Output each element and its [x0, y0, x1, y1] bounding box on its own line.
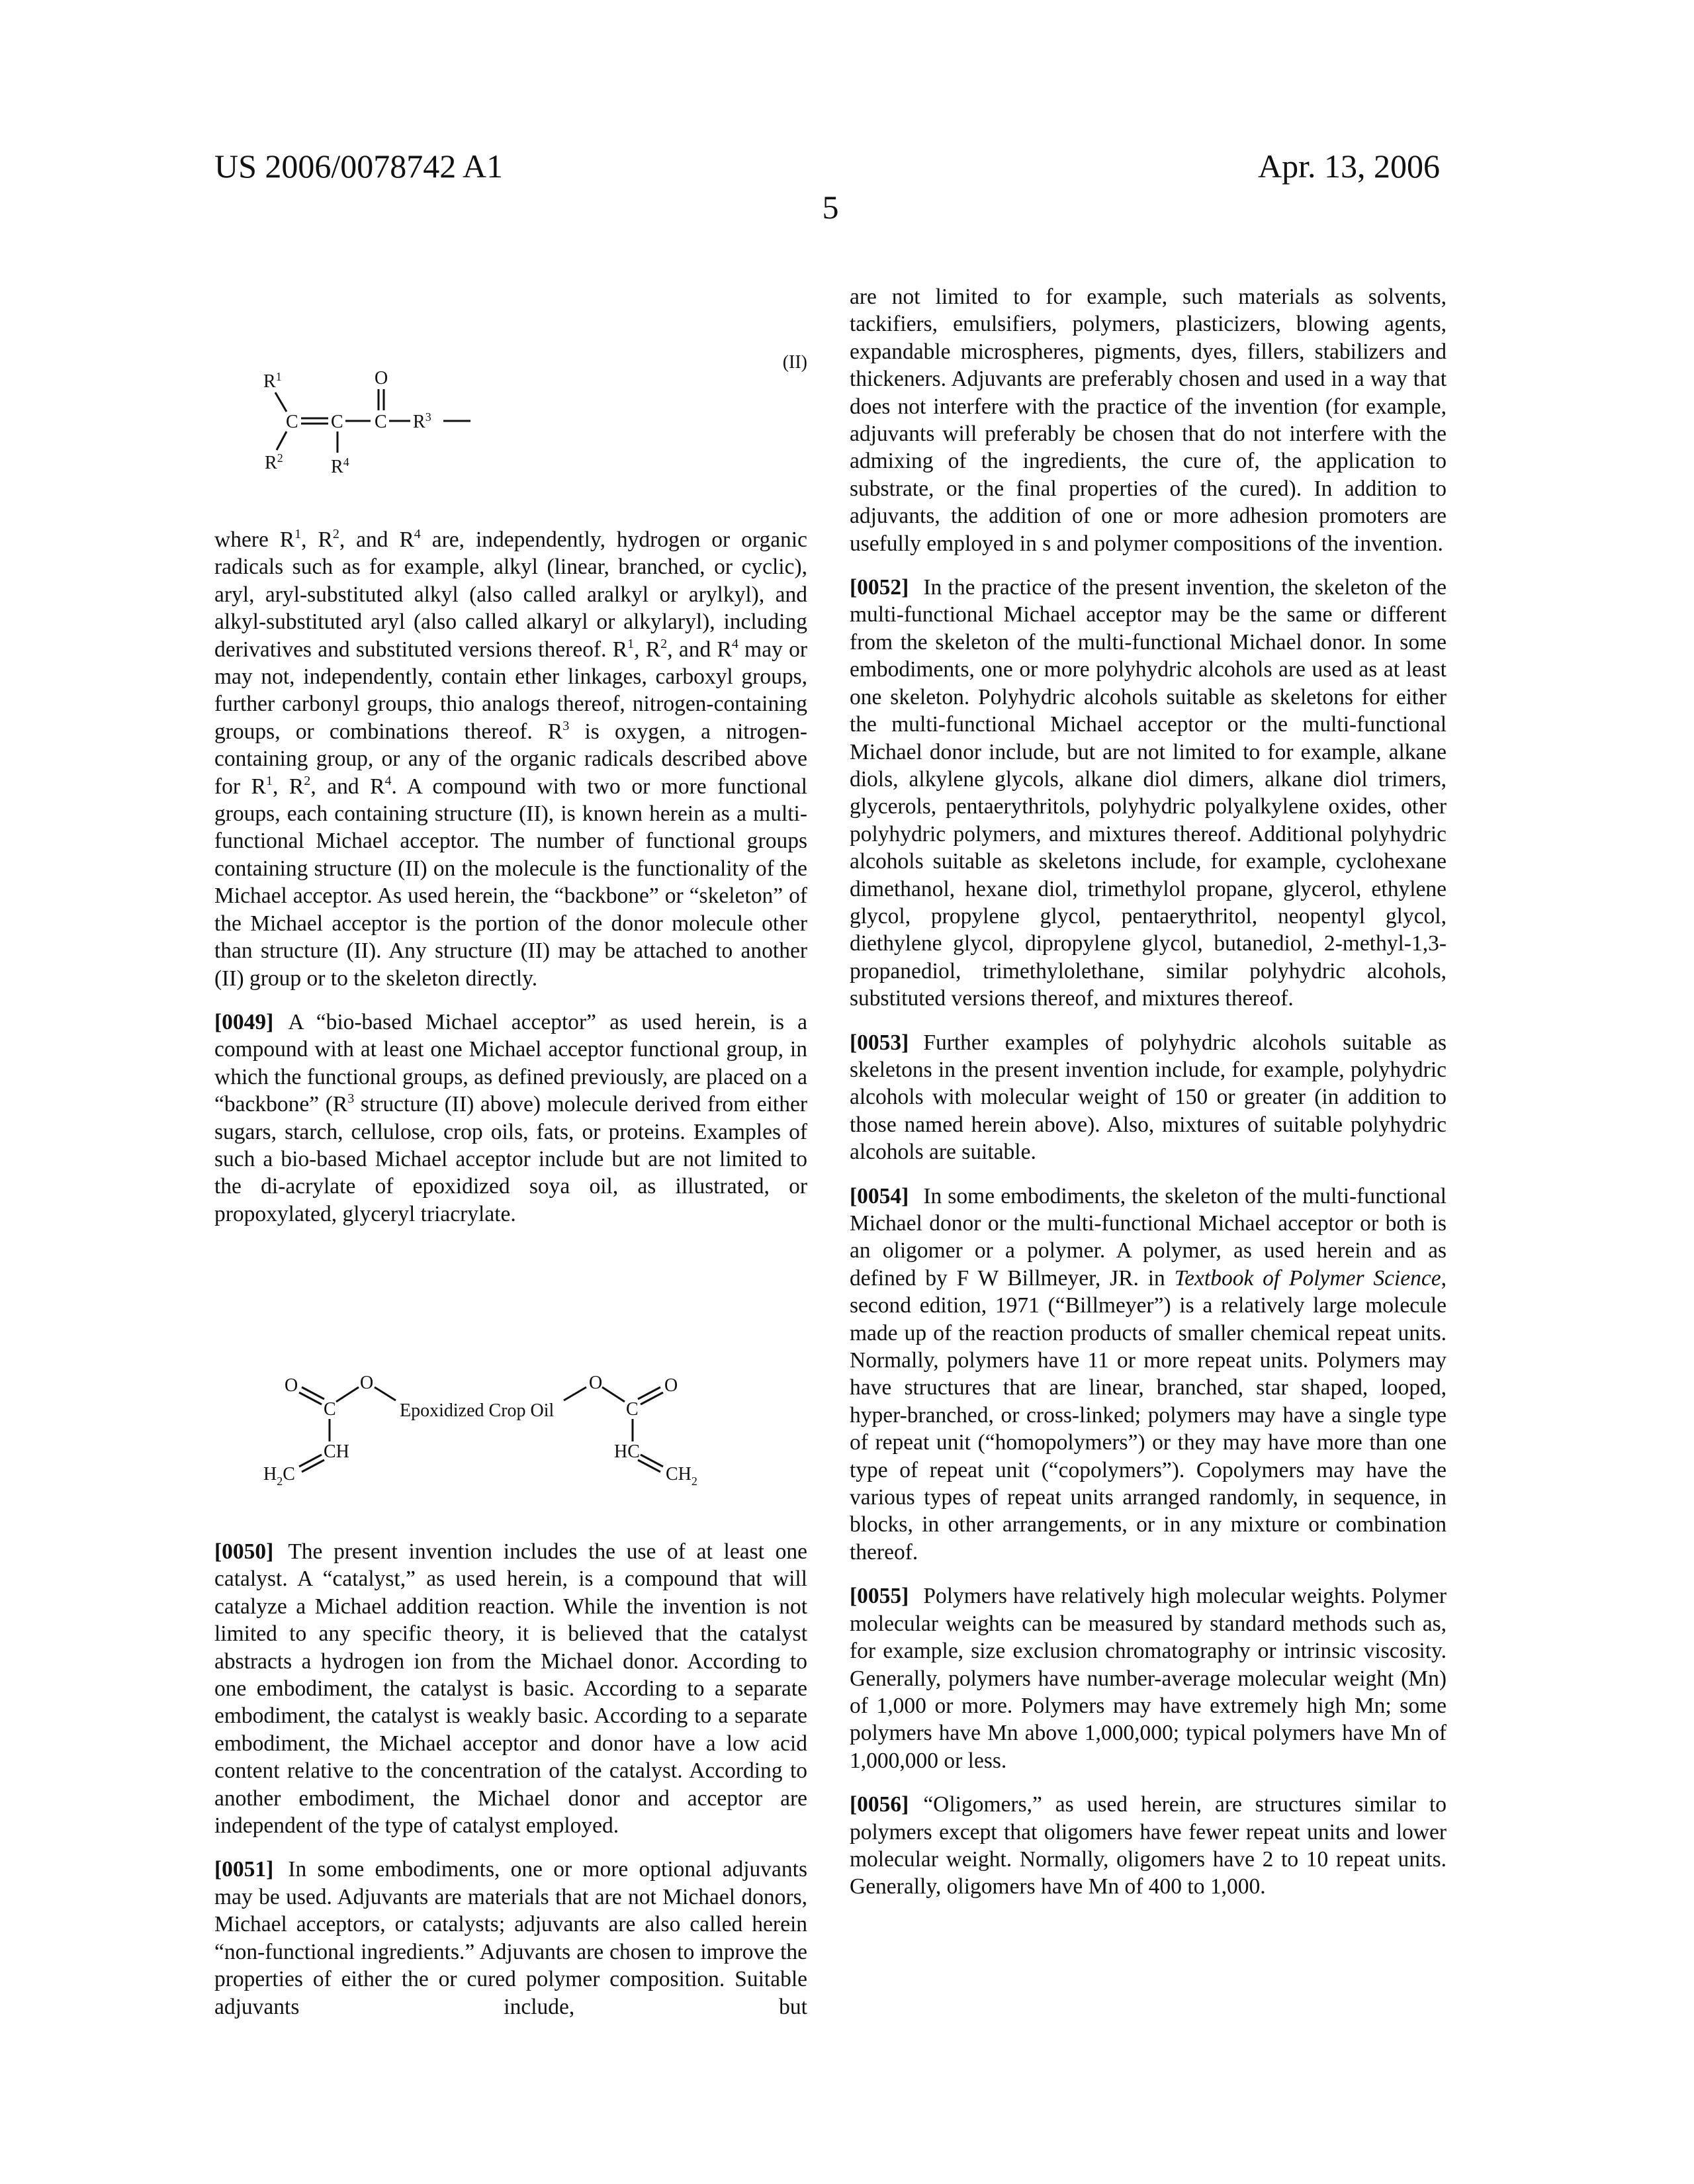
diacrylate-structure — [263, 1373, 697, 1488]
carbon-label: C — [324, 1399, 336, 1420]
hc-label: HC — [614, 1441, 640, 1462]
r3-label: R3 — [413, 410, 431, 432]
superscript: 1 — [294, 527, 301, 541]
text-run: Further examples of polyhydric alcohols suitable as skeletons in the present invention include, for example, polyhydric alcohols with molecular weight of 150 or greater (in addition to those named herein above). Also, mixtures of suitable polyhydric alcohols are suitable. — [850, 1030, 1447, 1165]
superscript: 1 — [266, 774, 273, 788]
paragraph-number: [0054] — [850, 1184, 909, 1208]
r1-label: R1 — [263, 370, 282, 392]
paragraph-number: [0051] — [214, 1857, 273, 1882]
page-number: 5 — [814, 188, 847, 226]
superscript: 4 — [732, 637, 738, 651]
text-run: where R — [214, 527, 294, 552]
carbon-label: C — [286, 412, 298, 432]
text-run: “Oligomers,” as used herein, are structures similar to polymers except that oligomers have fewer repeat units and lower molecular weight. Normally, oligomers have 2 to 10 repeat units. Generally, oligomers have Mn of 400 to 1,000. — [850, 1792, 1447, 1899]
carbon-label: C — [331, 412, 343, 432]
text-run: In the practice of the present invention, the skeleton of the multi-functional Michael acceptor may be the same or different from the skeleton of the multi-functional Michael donor. In some embodiments, one or more polyhydric alcohols are used as at least one skeleton. Polyhydric alcohols suitable as skeletons for either the multi-functional Michael acceptor or the multi-functional Michael donor include, but are not limited to for example, alkane diols, alkylene glycols, alkane diol dimers, alkane diol trimers, glycerols, pentaerythritols, polyhydric polyalkylene oxides, other polyhydric polymers, and mixtures thereof. Additional polyhydric alcohols suitable as skeletons include, for example, cyclohexane dimethanol, hexane diol, trimethylol propane, glycerol, ethylene glycol, propylene glycol, pentaerythritol, neopentyl glycol, diethylene glycol, dipropylene glycol, butanediol, 2-methyl-1,3-propanediol, trimethylolethane, similar polyhydric alcohols, substituted versions thereof, and mixtures thereof. — [850, 575, 1447, 1011]
paragraph-number: [0052] — [850, 575, 909, 600]
oxygen-label: O — [360, 1373, 373, 1393]
bonds — [275, 389, 470, 453]
publication-date: Apr. 13, 2006 — [1258, 147, 1440, 185]
superscript: 3 — [347, 1091, 354, 1106]
text-run: , R — [301, 527, 333, 552]
text-run: In some embodiments, the skeleton of the multi-functional Michael donor or the multi-functional Michael acceptor or both is an oligomer or a polymer. A polymer, as used herein and as defined by F W Billmeyer, JR. in — [850, 1184, 1447, 1291]
text-run: , and R — [339, 527, 414, 552]
ch2-label: CH2 — [666, 1464, 697, 1488]
text-run: Polymers have relatively high molecular weights. Polymer molecular weights can be measured by standard methods such as, for example, size exclusion chromatography or intrinsic viscosity. Generally, polymers have number-average molecular weight (Mn) of 1,000 or more. Polymers may have extremely high Mn; some polymers have Mn above 1,000,000; typical polymers have Mn of 1,000,000 or less. — [850, 1584, 1447, 1772]
text-run: is oxygen, a nitrogen-containing group, or any of the organic radicals described above for R — [214, 719, 807, 799]
text-run: are, independently, hydrogen or organic radicals such as for example, alkyl (linear, branched, or cyclic), aryl, aryl-substituted alkyl (also called aralkyl or arylkyl), and alkyl-substituted aryl (also called alkaryl or alkylaryl), including derivatives and substituted versions thereof. R — [214, 527, 807, 662]
carbon-label: C — [375, 412, 387, 432]
paragraph-number: [0049] — [214, 1010, 273, 1034]
paragraph-number: [0053] — [850, 1030, 909, 1055]
r2-label: R2 — [265, 451, 283, 473]
text-run: The present invention includes the use of at least one catalyst. A “catalyst,” as used herein, is a compound that will catalyze a Michael addition reaction. While the invention is not limited to any specific theory, it is believed that the catalyst abstracts a hydrogen ion from the Michael donor. According to one embodiment, the catalyst is basic. According to a separate embodiment, the catalyst is weakly basic. According to a separate embodiment, the Michael acceptor and donor have a low acid content relative to the concentration of the catalyst. According to another embodiment, the Michael donor and acceptor are independent of the type of catalyst employed. — [214, 1539, 807, 1838]
oxygen-label: O — [589, 1373, 602, 1393]
text-run: are not limited to for example, such materials as solvents, tackifiers, emulsifiers, polymers, plasticizers, blowing agents, expandable microspheres, pigments, dyes, fillers, stabilizers and thickeners. Adjuvants are preferably chosen and used in a way that does not interfere with the practice of the invention (for example, adjuvants will preferably be chosen that do not interfere with the admixing of the ingredients, the cure of, the application to substrate, or the final properties of the cured). In addition to adjuvants, the addition of one or more adhesion promoters are usefully employed in s and polymer compositions of the invention. — [850, 285, 1447, 556]
text-run: In some embodiments, one or more optional adjuvants may be used. Adjuvants are materials that are not Michael donors, Michael acceptors, or catalysts; adjuvants are also called herein “non-functional ingredients.” Adjuvants are chosen to improve the properties of either the or cured polymer composition. Suitable adjuvants include, but — [214, 1857, 807, 2019]
publication-number: US 2006/0078742 A1 — [214, 147, 503, 185]
paragraph-number: [0056] — [850, 1792, 909, 1817]
paragraph-number: [0055] — [850, 1584, 909, 1608]
superscript: 3 — [562, 719, 569, 733]
paragraph-number: [0050] — [214, 1539, 273, 1564]
oxygen-label: O — [664, 1375, 678, 1396]
superscript: 2 — [660, 637, 667, 651]
superscript: 2 — [333, 527, 339, 541]
superscript: 4 — [414, 527, 421, 541]
book-title: Textbook of Polymer Science — [1175, 1266, 1441, 1291]
text-run: structure (II) above) molecule derived from either sugars, starch, cellulose, crop oils, fats, or proteins. Examples of such a bio-based Michael acceptor include but are not limited to the di-acrylate of epoxidized soya oil, as illustrated, or propoxylated, glyceryl triacrylate. — [214, 1092, 807, 1226]
carbon-label: C — [626, 1399, 639, 1420]
text-run: , and R — [310, 774, 384, 799]
structure-label: (II) — [783, 352, 807, 373]
text-run: , R — [273, 774, 304, 799]
superscript: 2 — [304, 774, 310, 788]
oxygen-label: O — [375, 368, 388, 388]
text-run: , and R — [667, 637, 732, 662]
text-run: , second edition, 1971 (“Billmeyer”) is a relatively large molecule made up of the reaction products of smaller chemical repeat units. Normally, polymers have 11 or more repeat units. Polymers may have structures that are linear, branched, star shaped, looped, hyper-branched, or cross-linked; polymers may have a single type of repeat unit (“homopolymers”) or they may have more than one type of repeat unit (“copolymers”). Copolymers may have the various types of repeat units arranged randomly, in sequence, in blocks, in other arrangements, or in any mixture or combination thereof. — [850, 1266, 1447, 1565]
r4-label: R4 — [331, 455, 349, 477]
oxygen-label: O — [285, 1375, 298, 1396]
superscript: 4 — [384, 774, 391, 788]
text-run: may or may not, independently, contain ether linkages, carboxyl groups, further carbonyl groups, thio analogs thereof, nitrogen-containing groups, or combinations thereof. R — [214, 637, 807, 744]
text-run: A “bio-based Michael acceptor” as used herein, is a compound with at least one Michael acceptor functional group, in which the functional groups, as defined previously, are placed on a “backbone” (R — [214, 1010, 807, 1116]
h2c-label: H2C — [263, 1464, 295, 1488]
ch-label: CH — [324, 1441, 349, 1462]
epoxidized-crop-oil-label: Epoxidized Crop Oil — [400, 1400, 555, 1421]
superscript: 1 — [627, 637, 634, 651]
text-run: , R — [634, 637, 660, 662]
text-run: . A compound with two or more functional groups, each containing structure (II), is known herein as a multi-functional Michael acceptor. The number of functional groups containing structure (II) on the molecule is the functionality of the Michael acceptor. As used herein, the “backbone” or “skeleton” of the Michael acceptor is the portion of the donor molecule other than structure (II). Any structure (II) may be attached to another (II) group or to the skeleton directly. — [214, 774, 807, 991]
chemical-structures — [0, 0, 1694, 2184]
structure-ii — [263, 352, 807, 477]
